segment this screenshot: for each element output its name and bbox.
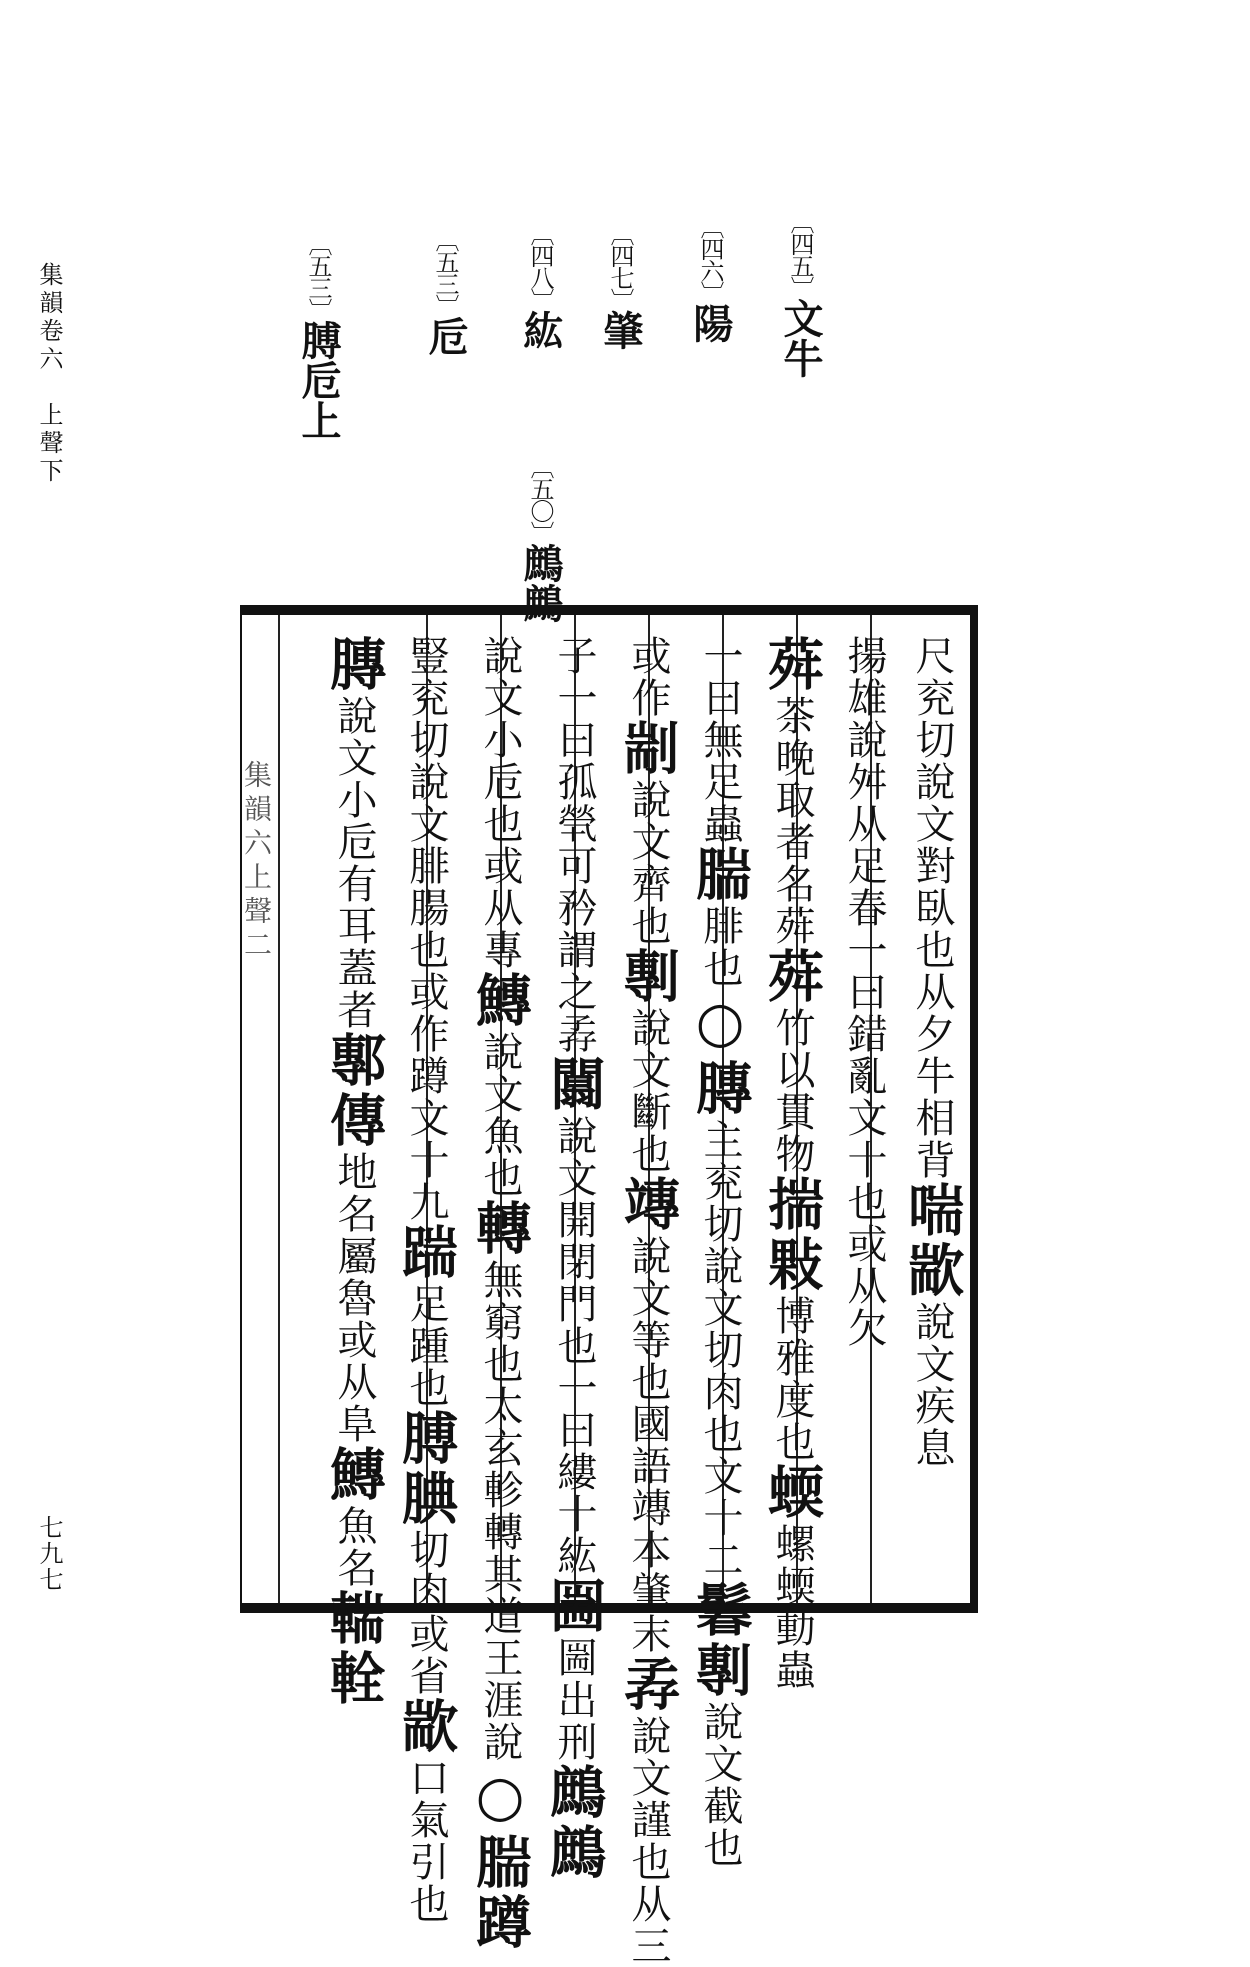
- note-text: 卮: [422, 316, 469, 356]
- gloss: 一曰無足蟲: [697, 635, 743, 845]
- editorial-note: [517, 455, 564, 623]
- text-column: [687, 635, 753, 1869]
- note-marker: 〔五三〕: [304, 232, 332, 320]
- gloss: 茶晚取者名荈: [769, 695, 815, 947]
- gloss: 說文小卮有耳蓋者: [331, 695, 377, 1031]
- note-marker: 〔四五〕: [786, 210, 814, 298]
- note-text: 肇: [597, 310, 644, 350]
- gloss: 無窮也太玄軫轉其道王涯說: [477, 1259, 523, 1763]
- gloss: 或作: [625, 635, 671, 719]
- headword: 荈: [759, 947, 825, 1007]
- gloss: 切肉或省: [403, 1529, 449, 1697]
- headword: 膞: [321, 635, 387, 695]
- note-text: 鷓鷓: [517, 543, 564, 623]
- gloss: 魚名: [331, 1505, 377, 1589]
- headword: 膞: [687, 1059, 753, 1119]
- headword: 鱄: [467, 971, 533, 1031]
- headword: 圌: [541, 1577, 607, 1637]
- gloss: 博雅度也: [769, 1295, 815, 1463]
- headword: 鷓鷓: [541, 1763, 607, 1883]
- headword: 鄟: [321, 1031, 387, 1091]
- note-marker: 〔四七〕: [606, 222, 634, 310]
- text-column: [900, 635, 964, 1595]
- gloss: 腓也: [697, 905, 743, 989]
- note-marker: 〔四六〕: [696, 215, 724, 303]
- headword: 剸: [615, 947, 681, 1007]
- note-marker: 〔五〇〕: [526, 455, 554, 543]
- gloss: 足踵也: [403, 1283, 449, 1409]
- gloss: 地名屬魯或从阜: [331, 1151, 377, 1445]
- text-column: [393, 635, 459, 1925]
- headword: 踹: [393, 1223, 459, 1283]
- headword: 揣敤: [759, 1175, 825, 1295]
- headword: 竱: [615, 1175, 681, 1235]
- headword: 剬: [615, 719, 681, 779]
- headword: 荈: [759, 635, 825, 695]
- note-marker: 〔四八〕: [526, 222, 554, 310]
- editorial-note: [295, 232, 342, 440]
- gloss: 說文魚也: [477, 1031, 523, 1199]
- headword: 歂: [393, 1697, 459, 1757]
- text-column: [759, 635, 825, 1691]
- gloss: 尺兖切說文對臥也从夕牛相背: [909, 635, 955, 1181]
- fold-mark: 集韻六上聲二: [240, 760, 273, 964]
- headword: 孨: [615, 1655, 681, 1715]
- headword: 傳: [321, 1091, 387, 1151]
- note-text: 陽: [687, 303, 734, 343]
- gloss: 竹以貫物: [769, 1007, 815, 1175]
- headword: 闒: [541, 1055, 607, 1115]
- editorial-note: [777, 210, 824, 378]
- gloss: 說文斷也: [625, 1007, 671, 1175]
- headword: 腨蹲: [467, 1833, 533, 1953]
- headword: 轉: [467, 1199, 533, 1259]
- note-text: 紘: [517, 310, 564, 350]
- gloss: 說文小卮也或从專: [477, 635, 523, 971]
- editorial-note: [422, 228, 469, 356]
- headword: 喘歂: [899, 1181, 965, 1301]
- gloss: 主兖切說文切肉也文十二: [697, 1119, 743, 1581]
- text-column: [467, 635, 533, 1953]
- headword: 腨: [687, 845, 753, 905]
- gloss: 也或从欠: [841, 1181, 887, 1349]
- note-text: 文牛: [777, 298, 824, 378]
- gloss: 豎兖切說文腓腸也或作蹲文十九: [403, 635, 449, 1223]
- gloss: 子一曰孤煢可矜謂之孨: [551, 635, 597, 1055]
- text-frame: [240, 605, 978, 1967]
- running-title: 集韻卷六 上聲下: [35, 262, 63, 486]
- circle-mark: ○: [467, 1763, 533, 1833]
- text-column: [832, 635, 896, 1595]
- gloss: 說文截也: [697, 1701, 743, 1869]
- text-column: [541, 635, 607, 1883]
- gloss: 口氣引也: [403, 1757, 449, 1925]
- gloss: 說文謹也从三: [625, 1715, 671, 1967]
- gloss: 螺蝡動蟲: [769, 1523, 815, 1691]
- gloss: 揚雄說舛从足春一曰錯亂文十: [841, 635, 887, 1181]
- headword: 鬊剸: [687, 1581, 753, 1701]
- circle-mark: ○: [687, 989, 753, 1059]
- note-text: 膊卮上: [295, 320, 342, 440]
- headword: 蝡: [759, 1463, 825, 1523]
- editorial-note: [687, 215, 734, 343]
- page-number: 七九七: [35, 1515, 63, 1593]
- text-column: [321, 635, 387, 1709]
- gloss: 圌出刑: [551, 1637, 597, 1763]
- headword: 輲輇: [321, 1589, 387, 1709]
- gloss: 說文疾息: [909, 1301, 955, 1469]
- note-marker: 〔五三〕: [431, 228, 459, 316]
- headword: 膊腆: [393, 1409, 459, 1529]
- editorial-note: [517, 222, 564, 350]
- gloss: 說文開閉門也一曰縷十紘: [551, 1115, 597, 1577]
- gloss: 說文齊也: [625, 779, 671, 947]
- gloss: 說文等也國語竱本肇末: [625, 1235, 671, 1655]
- headword: 鱄: [321, 1445, 387, 1505]
- editorial-note: [597, 222, 644, 350]
- column-rule: [278, 615, 280, 1603]
- text-column: [615, 635, 681, 1967]
